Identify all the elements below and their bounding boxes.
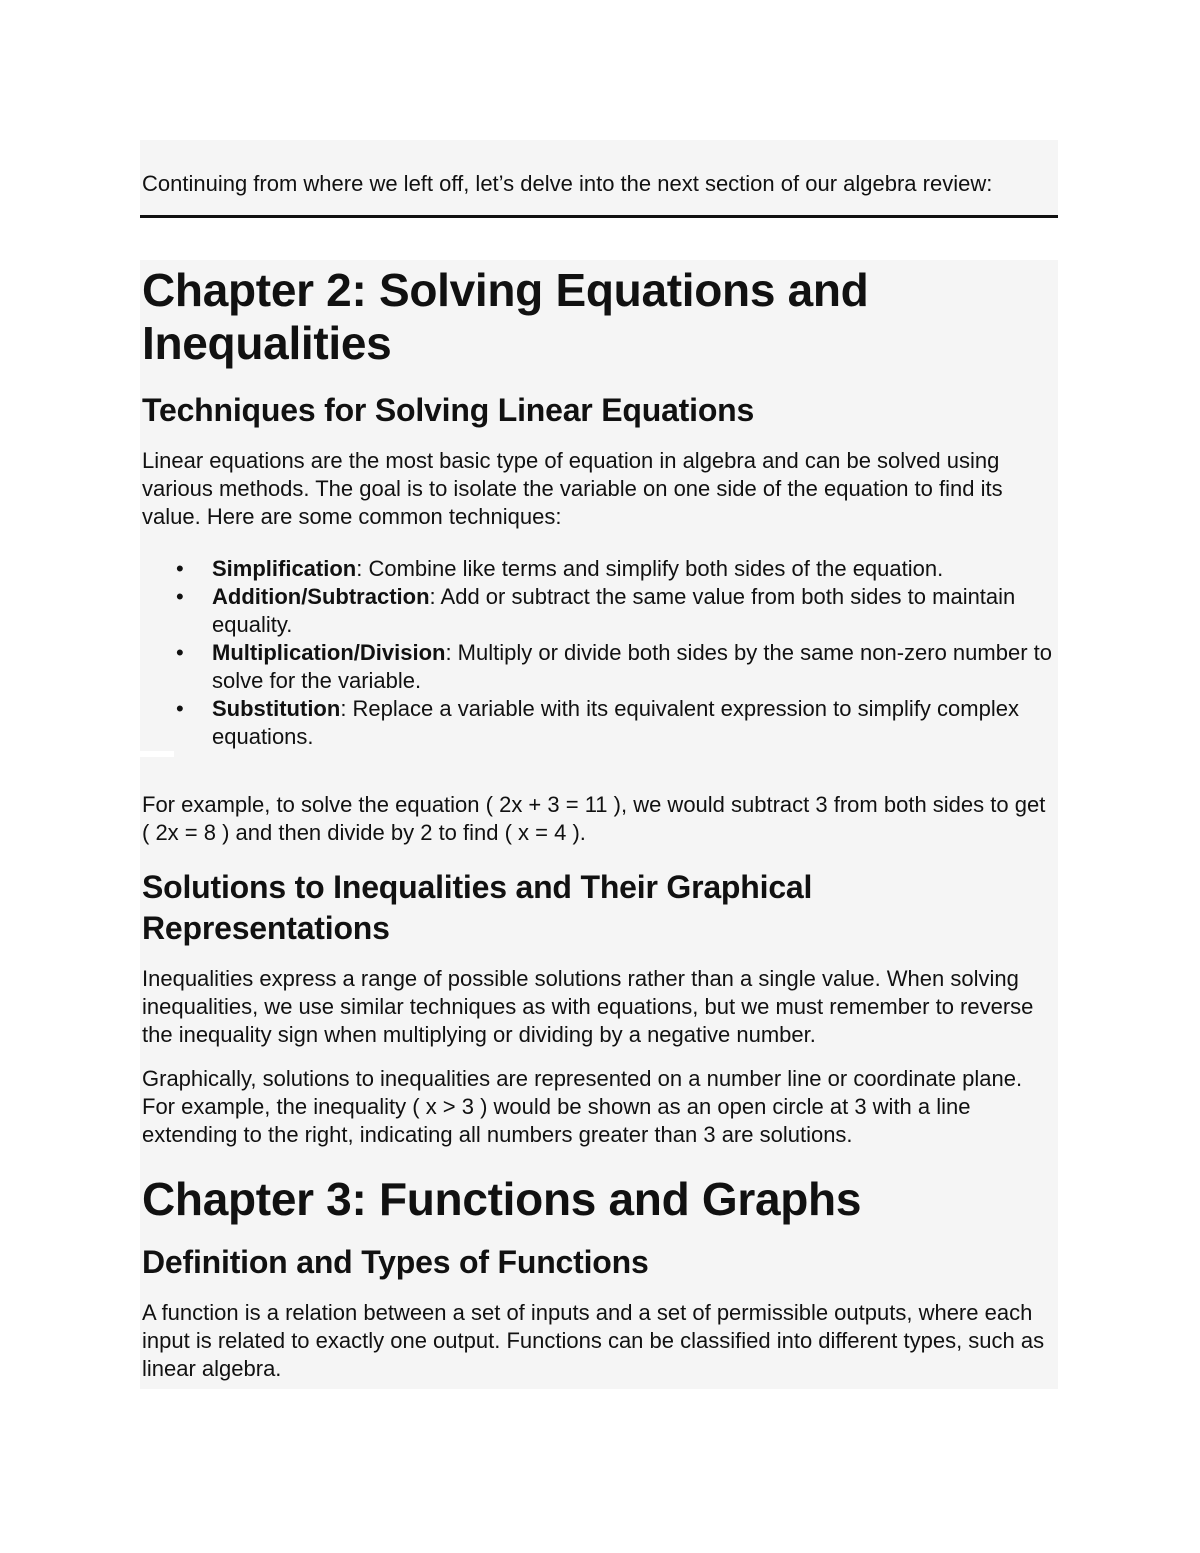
functions-paragraph: A function is a relation between a set of inputs and a set of permissible outputs, where each input is related to exactly one output. Functions can be classified into different types, such as linear algebra. <box>142 1300 1045 1381</box>
intro-text: Continuing from where we left off, let’s delve into the next section of our algebra review: <box>142 171 993 196</box>
intro-block <box>140 140 1058 215</box>
document-page <box>140 140 1058 1389</box>
inequalities-paragraph-1: Inequalities express a range of possible solutions rather than a single value. When solving inequalities, we use similar techniques as with equations, but we must remember to reverse the inequality sign when multiplying or dividing by a negative number. <box>142 966 1034 1047</box>
techniques-list <box>142 555 1056 751</box>
list-notch <box>140 751 174 757</box>
technique-term: Multiplication/Division <box>212 640 446 665</box>
technique-term: Addition/Subtraction <box>212 584 430 609</box>
content-block <box>140 260 1058 1389</box>
chapter-3-title: Chapter 3: Functions and Graphs <box>142 1173 862 1225</box>
list-item <box>176 695 1056 751</box>
inequalities-paragraph-2: Graphically, solutions to inequalities are represented on a number line or coordinate plane. For example, the inequality ( x > 3 ) would be shown as an open circle at 3 with a line extending to the right, indicating all numbers greater than 3 are solutions. <box>142 1066 1023 1147</box>
technique-text: : Combine like terms and simplify both sides of the equation. <box>356 556 944 581</box>
technique-term: Substitution <box>212 696 341 721</box>
technique-text: : Add or subtract the same value from both sides to maintain equality. <box>212 584 1016 637</box>
list-item <box>176 639 1056 695</box>
inequalities-heading: Solutions to Inequalities and Their Graphical Representations <box>142 869 813 946</box>
list-item <box>176 583 1056 639</box>
technique-text: : Replace a variable with its equivalent expression to simplify complex equations. <box>212 696 1019 749</box>
linear-equations-heading: Techniques for Solving Linear Equations <box>142 392 755 428</box>
bullet-icon: • <box>176 640 184 665</box>
functions-heading: Definition and Types of Functions <box>142 1244 649 1280</box>
bullet-icon: • <box>176 556 184 581</box>
techniques-list-wrap <box>142 555 1056 751</box>
chapter-2-title: Chapter 2: Solving Equations and Inequalities <box>142 264 869 369</box>
bullet-icon: • <box>176 584 184 609</box>
section-gap <box>140 218 1058 260</box>
technique-term: Simplification <box>212 556 357 581</box>
technique-text: : Multiply or divide both sides by the same non-zero number to solve for the variable. <box>212 640 1052 693</box>
linear-example-paragraph: For example, to solve the equation ( 2x + 3 = 11 ), we would subtract 3 from both sides to get ( 2x = 8 ) and then divide by 2 to find ( x = 4 ). <box>142 792 1046 845</box>
linear-equations-paragraph: Linear equations are the most basic type of equation in algebra and can be solved using various methods. The goal is to isolate the variable on one side of the equation to find its value. Here are some common techniques: <box>142 448 1003 529</box>
bullet-icon: • <box>176 696 184 721</box>
list-item <box>176 555 1056 583</box>
